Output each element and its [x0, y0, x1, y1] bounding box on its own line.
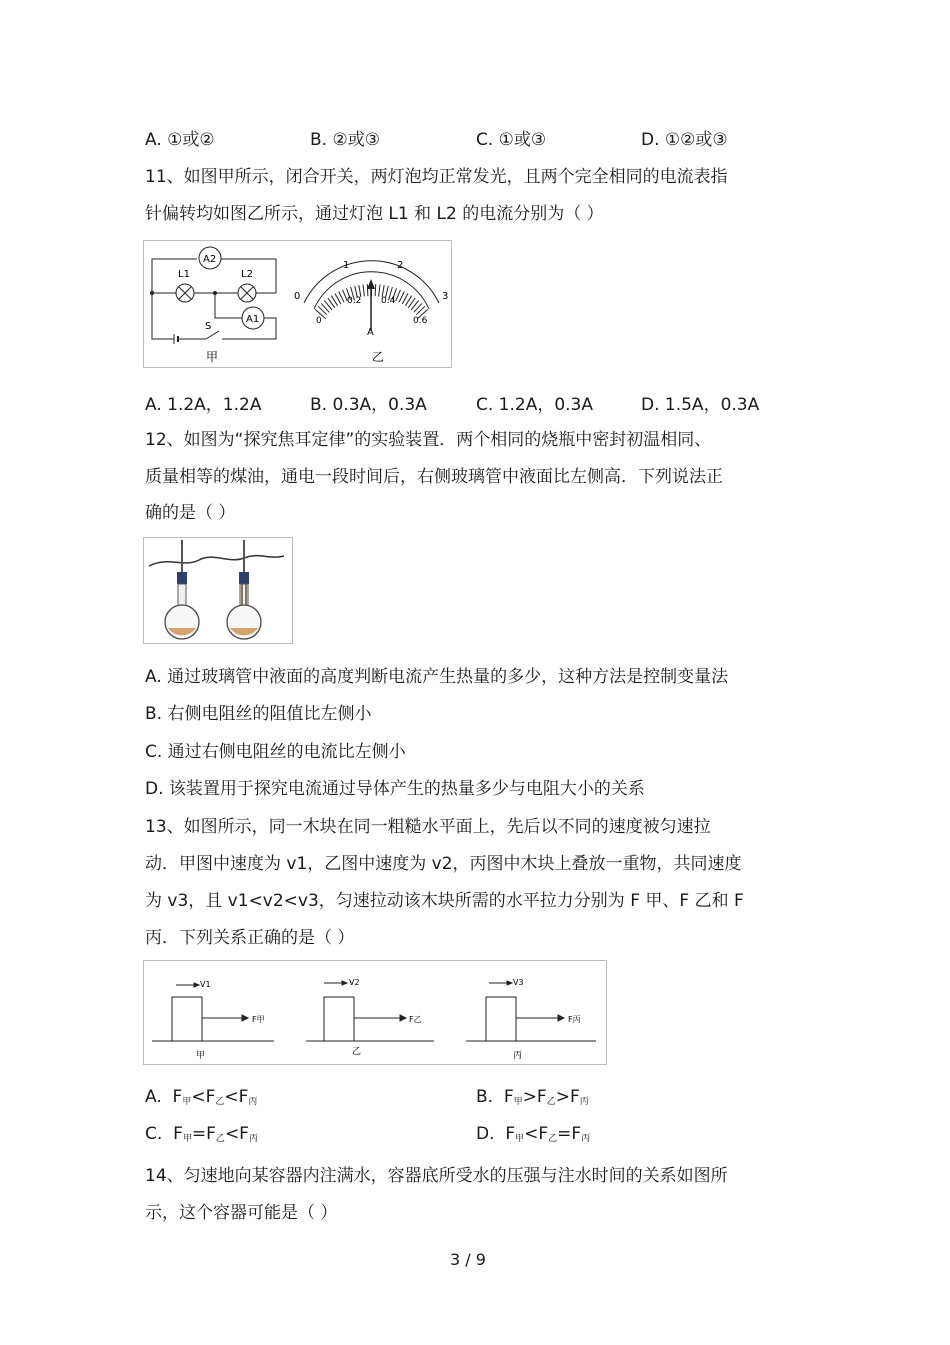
a1-label: A1: [246, 314, 260, 325]
q13-option-b: B. $F_甲>F_乙>F_丙$: [476, 1087, 589, 1107]
q10-option-c: C. ①或③: [476, 130, 547, 150]
scale-bottom-3: 0.6: [413, 316, 428, 326]
l2-label: L2: [241, 269, 253, 280]
panel-label-yi: 乙: [352, 1047, 362, 1057]
dial-tick: [363, 285, 364, 297]
scale-bottom-0: 0: [316, 316, 322, 326]
q11-option-d: D. 1.5A，0.3A: [641, 395, 760, 415]
q13-text-line1: 13、如图所示，同一木块在同一粗糙水平面上，先后以不同的速度被匀速拉: [145, 817, 711, 837]
scale-top-3: 3: [442, 291, 449, 302]
q11-option-a: A. 1.2A，1.2A: [145, 395, 262, 415]
q11-text-line2: 针偏转均如图乙所示，通过灯泡 L1 和 L2 的电流分别为（ ）: [145, 204, 604, 224]
scale-top-0: 0: [294, 291, 301, 302]
q11-option-b: B. 0.3A，0.3A: [310, 395, 427, 415]
blocks-diagram: [144, 961, 606, 1064]
v2-label: V2: [349, 978, 360, 987]
f-jia-label: F甲: [252, 1015, 265, 1024]
q12-figure: [143, 537, 293, 644]
q10-option-b: B. ②或③: [310, 130, 380, 150]
q12-option-b: B. 右侧电阻丝的阻值比左侧小: [145, 704, 372, 724]
v3-label: V3: [513, 978, 524, 987]
q13-figure: [143, 960, 607, 1065]
panel-label-bing: 丙: [513, 1051, 523, 1061]
q12-text-line1: 12、如图为“探究焦耳定律”的实验装置．两个相同的烧瓶中密封初温相同、: [145, 430, 712, 450]
q13-text-line3: 为 v3，且 v1<v2<v3，匀速拉动该木块所需的水平拉力分别为 F 甲、F 乙和 F: [145, 891, 744, 911]
v1-label: V1: [200, 980, 211, 989]
scale-top-1: 1: [343, 260, 350, 271]
q13-option-d: D. $F_甲<F_乙=F_丙$: [476, 1124, 591, 1144]
joule-apparatus-diagram: [144, 538, 292, 643]
scale-bottom-1: 0.2: [347, 296, 362, 306]
l1-label: L1: [178, 269, 190, 280]
dial-tick: [396, 290, 401, 301]
a2-label: A2: [203, 254, 217, 265]
dial-tick: [375, 284, 376, 296]
q11-circuit-diagram: [144, 241, 451, 367]
q11-figure: [143, 240, 452, 368]
q13-option-a: A. $F_甲<F_乙<F_丙$: [145, 1087, 258, 1107]
fig-label-jia: 甲: [206, 350, 219, 364]
f-bing-label: F丙: [568, 1015, 581, 1024]
q13-option-c: C. $F_甲=F_乙<F_丙$: [145, 1124, 258, 1144]
f-yi-label: F乙: [409, 1015, 422, 1024]
q12-option-a: A. 通过玻璃管中液面的高度判断电流产生热量的多少，这种方法是控制变量法: [145, 667, 729, 687]
switch-label: S: [205, 321, 212, 332]
fig-label-yi: 乙: [372, 350, 385, 364]
scale-bottom-2: 0.4: [381, 296, 396, 306]
q11-option-c: C. 1.2A，0.3A: [476, 395, 594, 415]
scale-top-2: 2: [397, 260, 404, 271]
dial-tick: [367, 284, 368, 296]
q13-text-line4: 丙．下列关系正确的是（ ）: [145, 928, 355, 948]
q12-text-line3: 确的是（ ）: [145, 503, 236, 523]
q12-option-d: D. 该装置用于探究电流通过导体产生的热量多少与电阻大小的关系: [145, 779, 645, 799]
q12-option-c: C. 通过右侧电阻丝的电流比左侧小: [145, 742, 406, 762]
pointer-label: A: [367, 327, 374, 338]
q12-text-line2: 质量相等的煤油，通电一段时间后，右侧玻璃管中液面比左侧高．下列说法正: [145, 467, 723, 487]
q10-option-a: A. ①或②: [145, 130, 215, 150]
q14-text-line2: 示，这个容器可能是（ ）: [145, 1203, 338, 1223]
q10-option-d: D. ①②或③: [641, 130, 728, 150]
q14-text-line1: 14、匀速地向某容器内注满水，容器底所受水的压强与注水时间的关系如图所: [145, 1166, 728, 1186]
q13-text-line2: 动．甲图中速度为 v1，乙图中速度为 v2，丙图中木块上叠放一重物，共同速度: [145, 854, 742, 874]
page-number: 3 / 9: [450, 1250, 486, 1269]
dial-tick: [379, 285, 380, 297]
panel-label-jia: 甲: [196, 1051, 206, 1061]
q11-text-line1: 11、如图甲所示，闭合开关，两灯泡均正常发光，且两个完全相同的电流表指: [145, 167, 728, 187]
